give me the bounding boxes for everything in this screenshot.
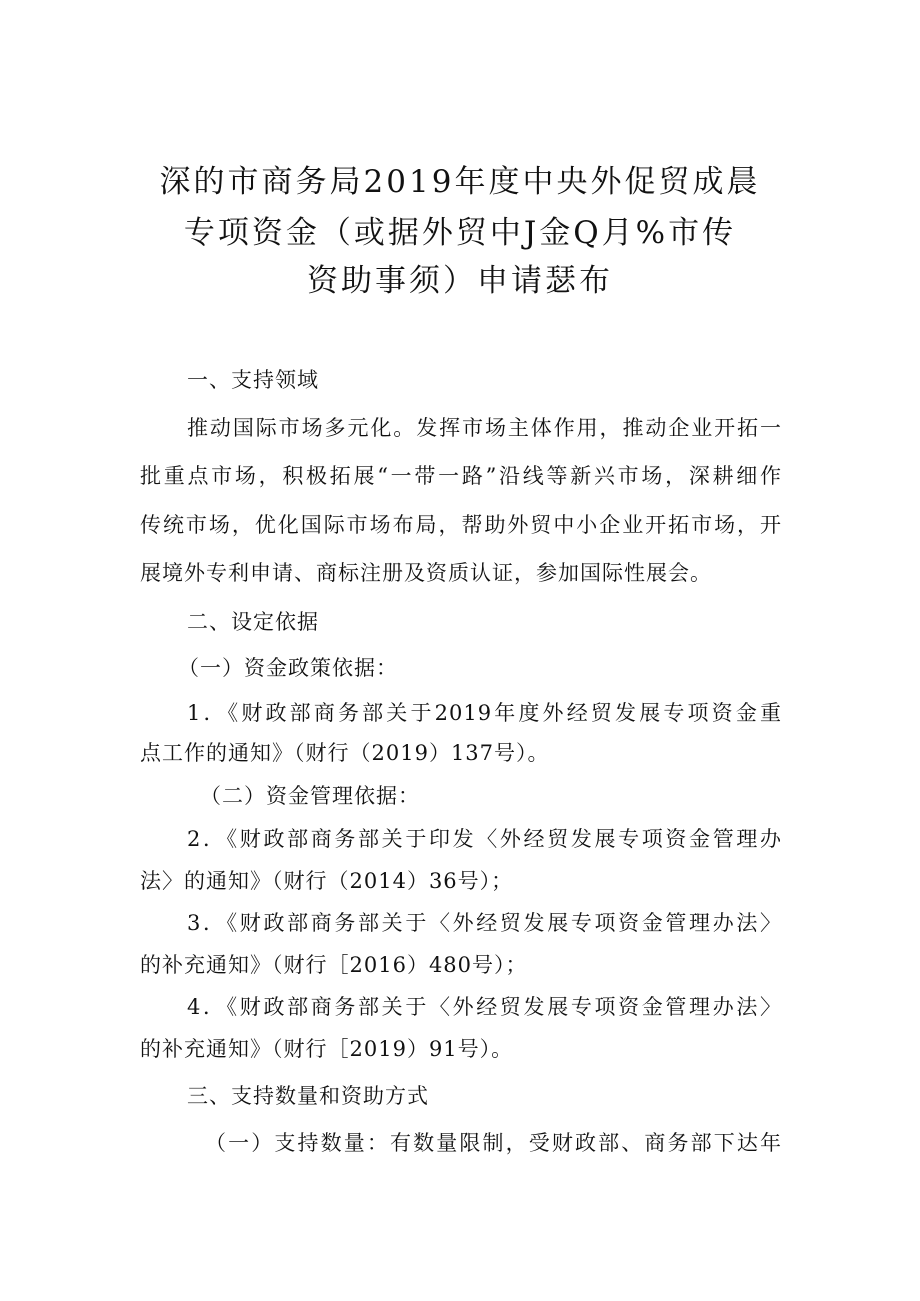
subsection-heading-management-basis: （二）资金管理依据： <box>200 784 420 808</box>
paragraph-line: 传统市场，优化国际市场布局，帮助外贸中小企业开拓市场，开 <box>140 513 782 537</box>
paragraph-line: 批重点市场，积极拓展“一带一路”沿线等新兴市场，深耕细作 <box>140 464 782 488</box>
paragraph-line: （一）支持数量：有数量限制，受财政部、商务部下达年 <box>205 1131 782 1155</box>
reference-item-4-cont: 的补充通知》（财行［2019）91号）。 <box>140 1037 514 1061</box>
section-heading-basis: 二、设定依据 <box>187 610 319 634</box>
section-heading-support-quantity: 三、支持数量和资助方式 <box>187 1084 429 1108</box>
section-heading-support-area: 一、支持领域 <box>187 368 319 392</box>
reference-item-4: 4．《财政部商务部关于〈外经贸发展专项资金管理办法〉 <box>187 995 782 1019</box>
subsection-heading-policy-basis: （一）资金政策依据： <box>178 656 398 680</box>
document-title-line-2: 专项资金（或据外贸中J金Q月%市传 <box>183 215 737 251</box>
reference-item-3: 3．《财政部商务部关于〈外经贸发展专项资金管理办法〉 <box>187 911 782 935</box>
reference-item-1-cont: 点工作的通知》（财行（2019）137号）。 <box>140 741 550 765</box>
reference-item-3-cont: 的补充通知》（财行［2016）480号）； <box>140 953 528 977</box>
reference-item-2-cont: 法〉的通知》（财行（2014）36号）； <box>140 869 514 893</box>
reference-item-2: 2．《财政部商务部关于印发〈外经贸发展专项资金管理办 <box>187 827 782 851</box>
paragraph-line: 推动国际市场多元化。发挥市场主体作用，推动企业开拓一 <box>187 416 782 440</box>
document-title-line-3: 资助事须）申请瑟布 <box>307 263 613 299</box>
paragraph-line: 展境外专利申请、商标注册及资质认证，参加国际性展会。 <box>140 561 712 585</box>
reference-item-1: 1．《财政部商务部关于2019年度外经贸发展专项资金重 <box>187 701 782 725</box>
document-title-line-1: 深的市商务局2019年度中央外促贸成晨 <box>159 164 761 200</box>
